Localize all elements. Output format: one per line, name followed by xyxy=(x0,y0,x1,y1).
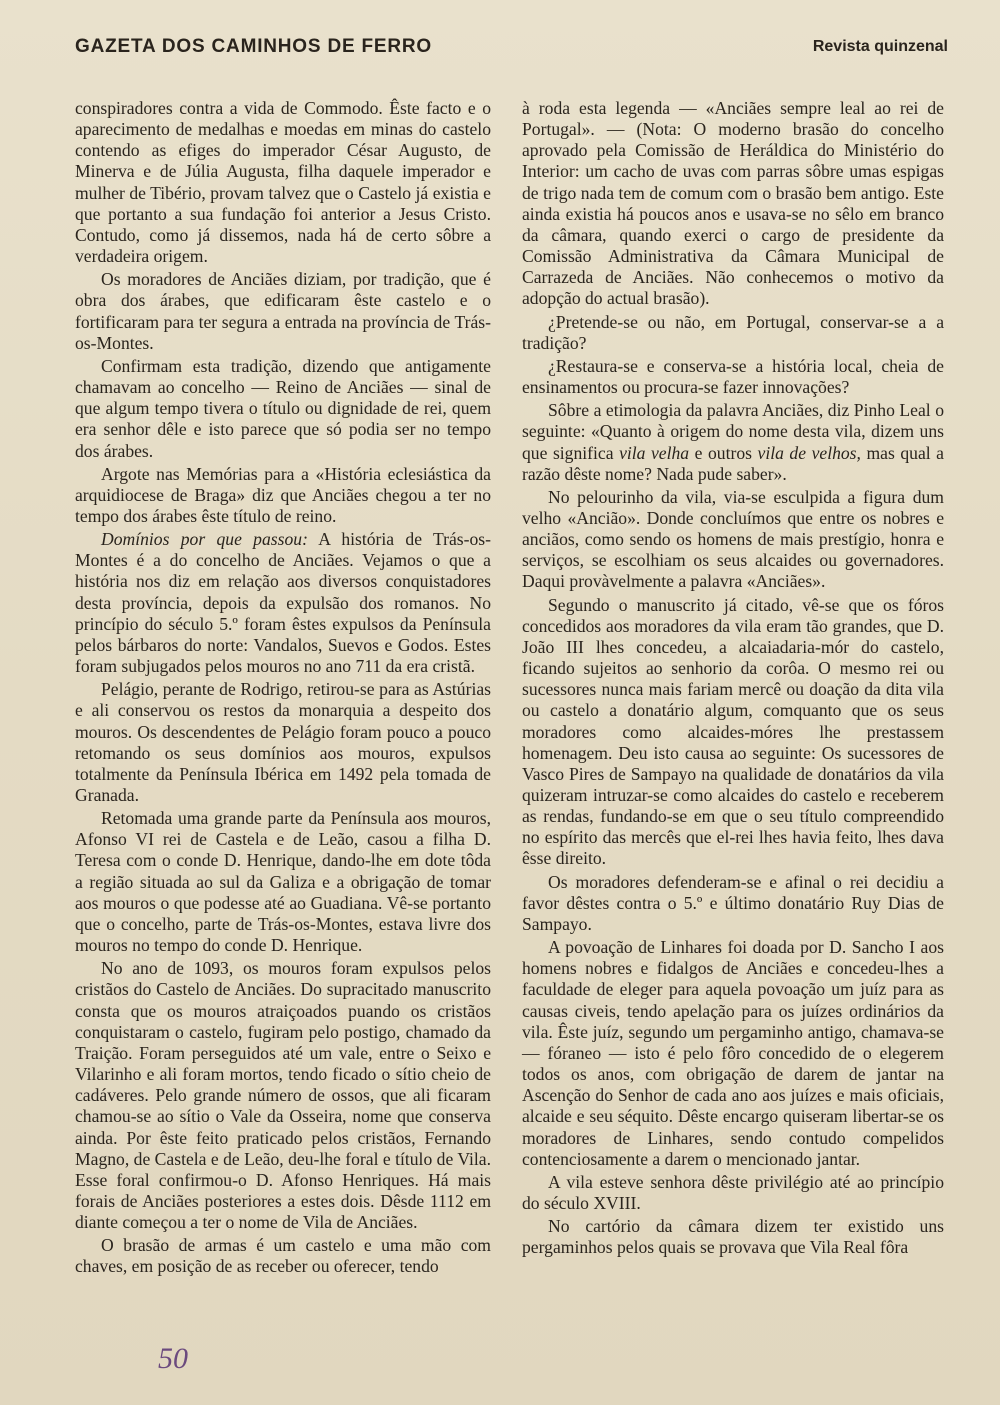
paragraph: ¿Pretende-se ou não, em Portugal, conservar-se a a tradição? xyxy=(522,311,944,353)
paragraph: Argote nas Memórias para a «História eclesiástica da arquidiocese de Braga» diz que Anciães chegou a ter no tempo dos árabes êste título de reino. xyxy=(75,463,491,526)
publication-subtitle: Revista quinzenal xyxy=(812,38,948,55)
paragraph: Retomada uma grande parte da Península aos mouros, Afonso VI rei de Castela e de Leão, casou a filha D. Teresa com o conde D. Henrique, dando-lhe em dote tôda a região situada ao sul da Galiza e a obrigação de tomar aos mouros o que podesse até ao Guadiana. Vê-se portanto que o concelho, parte de Trás-os-Montes, estava livre dos mouros no tempo do conde D. Henrique. xyxy=(75,808,491,956)
paragraph: à roda esta legenda — «Anciães sempre leal ao rei de Portugal». — (Nota: O moderno brasão do concelho aprovado pela Comissão de Heráldica do Ministério do Interior: um cacho de uvas com parras sôbre umas espigas de trigo nada tem de comum com o brasão bem antigo. Este ainda existia há poucos anos e usava-se no sêlo em branco da câmara, quando exerci o cargo de presidente da Comissão Administrativa da Câmara Municipal de Carrazeda de Anciães. Não conhecemos o motivo da adopção do actual brasão). xyxy=(522,98,944,309)
paragraph: Segundo o manuscrito já citado, vê-se que os fóros concedidos aos moradores da vila eram tão grandes, que D. João III lhes concedeu, a alcaiadaria-mór do castelo, ficando sujeitos ao senhorio da corôa. O mesmo rei ou sucessores nunca mais fariam mercê ou doação da dita vila ou castelo a donatário algum, comquanto que os seus moradores como alcaides-móres lhe prestassem homenagem. Deu isto causa ao seguinte: Os sucessores de Vasco Pires de Sampayo na qualidade de donatários da vila quizeram intruzar-se como alcaides do castelo e receberem as rendas, fundando-se em que o seu título compreendido no espírito das mercês que el-rei lhes havia feito, lhes dava êsse direito. xyxy=(522,594,944,869)
paragraph: No cartório da câmara dizem ter existido uns pergaminhos pelos quais se provava que Vila Real fôra xyxy=(522,1216,944,1258)
paragraph: Pelágio, perante de Rodrigo, retirou-se para as Astúrias e ali conservou os restos da monarquia a despeito dos mouros. Os descendentes de Pelágio foram pouco a pouco retomando os seus domínios aos mouros, expulsos totalmente da Península Ibérica em 1492 pela tomada de Granada. xyxy=(75,679,491,805)
paragraph-text: mas qual a razão dêste nome? Nada pude saber». xyxy=(522,442,944,484)
paragraph: A povoação de Linhares foi doada por D. Sancho I aos homens nobres e fidalgos de Anciães e concedeu-lhes a faculdade de eleger para aquela povoação um juíz para as causas civeis, tendo apelação para os juízes ordinários da vila. Êste juíz, segundo um pergaminho antigo, chamava-se — fóraneo — isto é pelo fôro concedido de o elegerem todos os anos, com obrigação de darem de jantar na Ascenção do Senhor de cada ano aos juízes e mais oficiais, alcaide e seu séquito. Dêste encargo quiseram libertar-se os moradores de Linhares, sendo contudo compelidos contenciosamente a darem o mencionado jantar. xyxy=(522,937,944,1169)
paragraph: No pelourinho da vila, via-se esculpida a figura dum velho «Ancião». Donde concluímos que entre os nobres e anciãos, como sendo os homens de mais prestígio, honra e serviços, se escolhiam os seus alcaides ou governadores. Daqui provàvelmente a palavra «Anciães». xyxy=(522,486,944,592)
paragraph: ¿Restaura-se e conserva-se a história local, cheia de ensinamentos ou procura-se fazer innovações? xyxy=(522,355,944,398)
paragraph: Confirmam esta tradição, dizendo que antigamente chamavam ao concelho — Reino de Anciães — sinal de que algum tempo tivera o título ou dignidade de rei, quem era senhor dêle e isto parece que só podia ser no tempo dos árabes. xyxy=(75,355,491,461)
paragraph: A vila esteve senhora dêste privilégio até ao princípio do século XVIII. xyxy=(522,1171,944,1213)
emphasis: vila de velhos, xyxy=(757,442,861,463)
masthead: GAZETA DOS CAMINHOS DE FERRO xyxy=(75,36,433,57)
paragraph: Os moradores defenderam-se e afinal o rei decidiu a favor dêstes contra o 5.º e último donatário Ruy Dias de Sampayo. xyxy=(522,871,944,934)
paragraph xyxy=(522,400,944,485)
paragraph-text: e outros xyxy=(689,442,758,463)
page-header xyxy=(0,0,1000,80)
right-column xyxy=(522,98,944,1258)
paragraph: Os moradores de Anciães diziam, por tradição, que é obra dos árabes, que edificaram êste castelo e o fortificaram para ter segura a entrada na província de Trás-os-Montes. xyxy=(75,269,491,353)
paragraph-text: A história de Trás-os-Montes é a do concelho de Anciães. Vejamos o que a história nos diz em relação aos diversos conquistadores desta província, depois da expulsão dos romanos. No princípio do século 5.º foram êstes expulsos da Península pelos bárbaros do norte: Vandalos, Suevos e Godos. Estes foram subjugados pelos mouros no ano 711 da era cristã. xyxy=(75,529,491,677)
page-number: 50 xyxy=(158,1342,188,1375)
left-column xyxy=(75,98,491,1278)
paragraph-text: Sôbre a etimologia da palavra Anciães, diz Pinho Leal o seguinte: «Quanto à origem do nome desta vila, dizem uns que significa xyxy=(522,400,944,463)
paragraph xyxy=(75,529,491,677)
paragraph: conspiradores contra a vida de Commodo. Êste facto e o aparecimento de medalhas e moedas em minas do castelo contendo as efiges do imperador César Augusto, de Minerva e de Júlia Augusta, filha daquele imperador e mulher de Tibério, provam talvez que o Castelo já existia e que portanto a sua fundação foi anterior a Jesus Cristo. Contudo, como já dissemos, nada há de certo sôbre a verdadeira origem. xyxy=(75,98,491,267)
emphasis: vila velha xyxy=(619,442,690,463)
section-subhead: Domínios por que passou: xyxy=(101,529,308,550)
paragraph: No ano de 1093, os mouros foram expulsos pelos cristãos do Castelo de Anciães. Do supracitado manuscrito consta que os mouros atraiçoados puando os cristãos conquistaram o castelo, fugiram pelo postigo, chamado da Traição. Foram perseguidos até um vale, entre o Seixo e Vilarinho e ali foram mortos, tendo ficado o sítio cheio de cadáveres. Pelo grande número de ossos, que ali ficaram chamou-se ao sítio o Vale da Osseira, nome que conserva ainda. Por êste feito praticado pelos cristãos, Fernando Magno, de Castela e de Leão, deu-lhe foral e título de Vila. Esse foral confirmou-o D. Afonso Henriques. Há mais forais de Anciães posteriores a estes dois. Dêsde 1112 em diante começou a ter o nome de Vila de Anciães. xyxy=(75,958,491,1233)
paragraph: O brasão de armas é um castelo e uma mão com chaves, em posição de as receber ou oferecer, tendo xyxy=(75,1235,491,1277)
